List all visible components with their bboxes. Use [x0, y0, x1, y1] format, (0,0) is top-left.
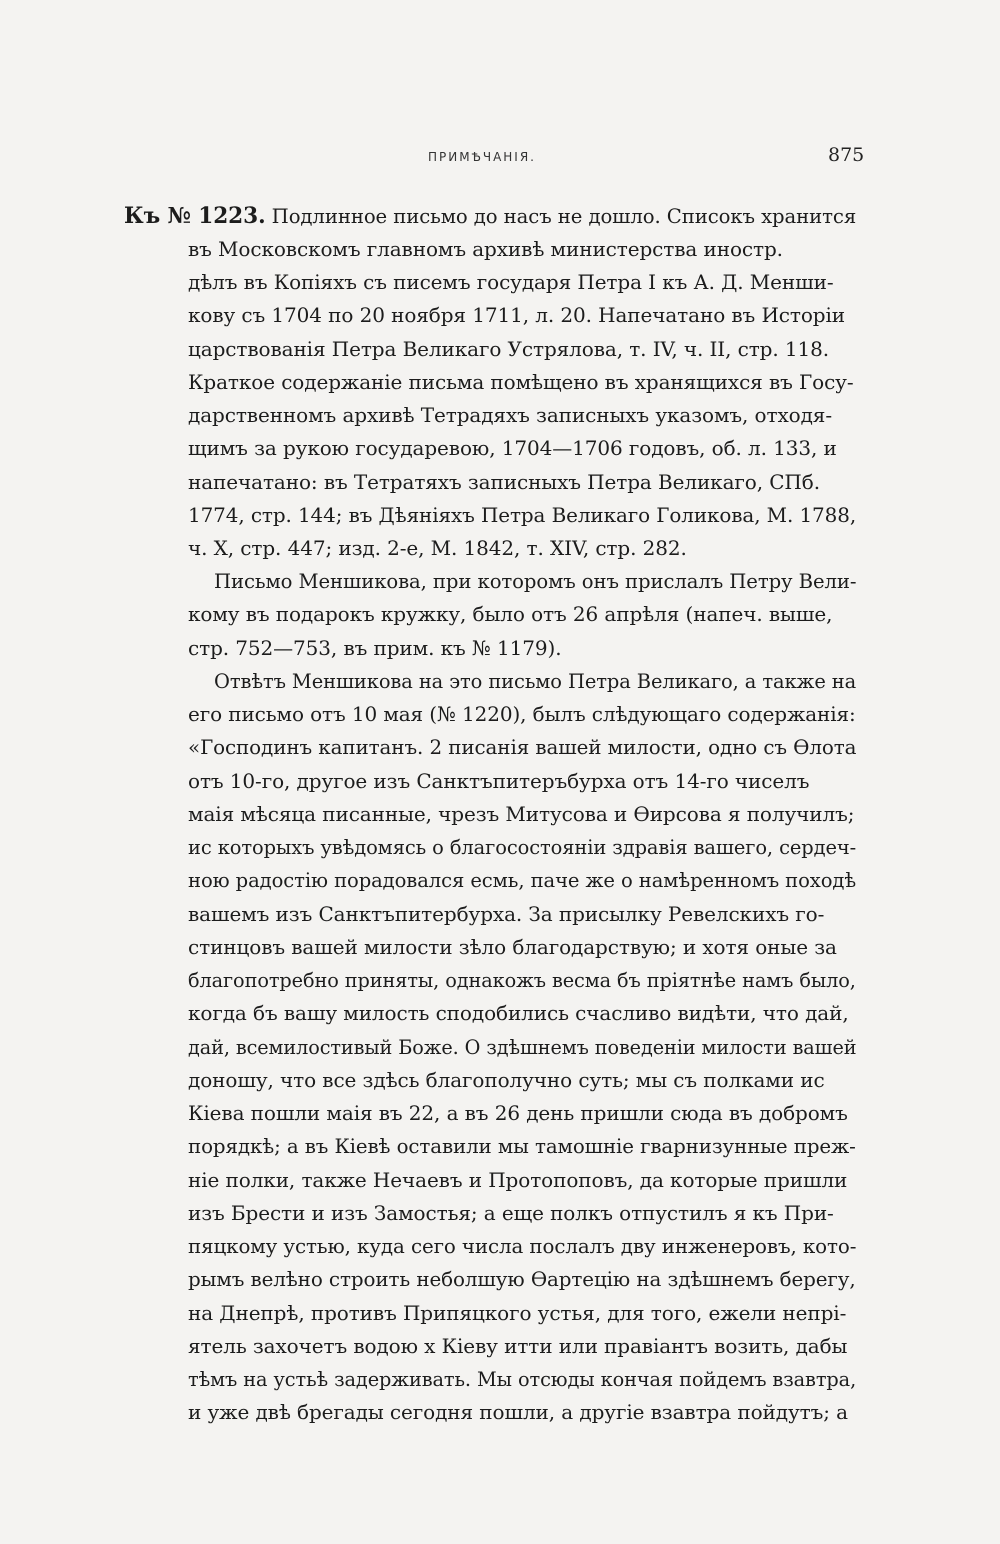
text-line — [124, 204, 856, 228]
text-line: кому въ подарокъ кружку, было отъ 26 апрѣля (напеч. выше, — [188, 602, 833, 626]
text-line: благопотребно приняты, однакожъ весма бъ пріятнѣе намъ было, — [188, 968, 856, 992]
text-line: стр. 752—753, въ прим. къ № 1179). — [188, 636, 562, 660]
text-line: дарственномъ архивѣ Тетрадяхъ записныхъ указомъ, отходя- — [188, 403, 832, 427]
text-line: тѣмъ на устьѣ задерживать. Мы отсюды кончая пойдемъ взавтра, — [188, 1367, 857, 1391]
text-line: Отвѣтъ Меншикова на это письмо Петра Великаго, а также на — [214, 669, 857, 693]
text-line: «Господинъ капитанъ. 2 писанія вашей милости, одно съ Ѳлота — [188, 735, 857, 759]
text-line: 1774, стр. 144; въ Дѣяніяхъ Петра Великаго Голикова, М. 1788, — [188, 503, 857, 527]
text-line: царствованія Петра Великаго Устрялова, т. IV, ч. II, стр. 118. — [188, 337, 830, 361]
text-line: маія мѣсяца писанные, чрезъ Митусова и Ѳирсова я получилъ; — [188, 802, 855, 826]
text-line: дай, всемилостивый Боже. О здѣшнемъ поведеніи милости вашей — [188, 1035, 857, 1059]
text-line: ятель захочетъ водою х Кіеву итти или правіантъ возить, дабы — [188, 1334, 848, 1358]
text-line: его письмо отъ 10 мая (№ 1220), былъ слѣдующаго содержанія: — [188, 702, 856, 726]
running-header: ПРИМѢЧАНІЯ. — [428, 150, 536, 164]
text-line-content: Подлинное письмо до насъ не дошло. Списокъ хранится — [271, 204, 857, 228]
text-line: рымъ велѣно строить неболшую Ѳартецію на здѣшнемъ берегу, — [188, 1267, 856, 1291]
text-line: вашемъ изъ Санктъпитербурха. За присылку Ревелскихъ го- — [188, 902, 825, 926]
text-line: дѣлъ въ Копіяхъ съ писемъ государя Петра I къ А. Д. Менши- — [188, 270, 834, 294]
text-line: Письмо Меншикова, при которомъ онъ прислалъ Петру Вели- — [214, 569, 857, 593]
text-line: щимъ за рукою государевою, 1704—1706 годовъ, об. л. 133, и — [188, 436, 837, 460]
text-line: напечатано: въ Тетратяхъ записныхъ Петра Великаго, СПб. — [188, 470, 820, 494]
text-line: отъ 10-го, другое изъ Санктъпитеръбурха отъ 14-го чиселъ — [188, 769, 810, 793]
text-line: и уже двѣ брегады сегодня пошли, а другіе взавтра пойдутъ; а — [188, 1400, 848, 1424]
text-line: пяцкому устью, куда сего числа послалъ дву инженеровъ, кото- — [188, 1234, 857, 1258]
text-line: ніе полки, также Нечаевъ и Протопоповъ, да которые пришли — [188, 1168, 848, 1192]
page-number: 875 — [828, 144, 865, 166]
text-line: ною радостію порадовался есмь, паче же о намѣренномъ походѣ — [188, 868, 857, 892]
text-line: порядкѣ; а въ Кіевѣ оставили мы тамошніе гварнизунные преж- — [188, 1134, 856, 1158]
text-line: Краткое содержаніе письма помѣщено въ хранящихся въ Госу- — [188, 370, 854, 394]
note-label: Къ № 1223. — [124, 203, 266, 229]
text-line: кову съ 1704 по 20 ноября 1711, л. 20. Напечатано въ Исторіи — [188, 303, 846, 327]
text-line: когда бъ вашу милость сподобились счасливо видѣти, что дай, — [188, 1001, 849, 1025]
text-line: стинцовъ вашей милости зѣло благодарствую; и хотя оные за — [188, 935, 837, 959]
text-line: доношу, что все здѣсь благополучно суть; мы съ полками ис — [188, 1068, 825, 1092]
text-line: ч. X, стр. 447; изд. 2-е, М. 1842, т. XIV, стр. 282. — [188, 536, 687, 560]
text-line: изъ Брести и изъ Замостья; а еще полкъ отпустилъ я къ При- — [188, 1201, 834, 1225]
text-line: ис которыхъ увѣдомясь о благосостояніи здравія вашего, сердеч- — [188, 835, 857, 859]
text-line: Кіева пошли маія въ 22, а въ 26 день пришли сюда въ добромъ — [188, 1101, 848, 1125]
text-line: на Днепрѣ, противъ Припяцкого устья, для того, ежели непрі- — [188, 1301, 847, 1325]
text-line: въ Московскомъ главномъ архивѣ министерства иностр. — [188, 237, 783, 261]
